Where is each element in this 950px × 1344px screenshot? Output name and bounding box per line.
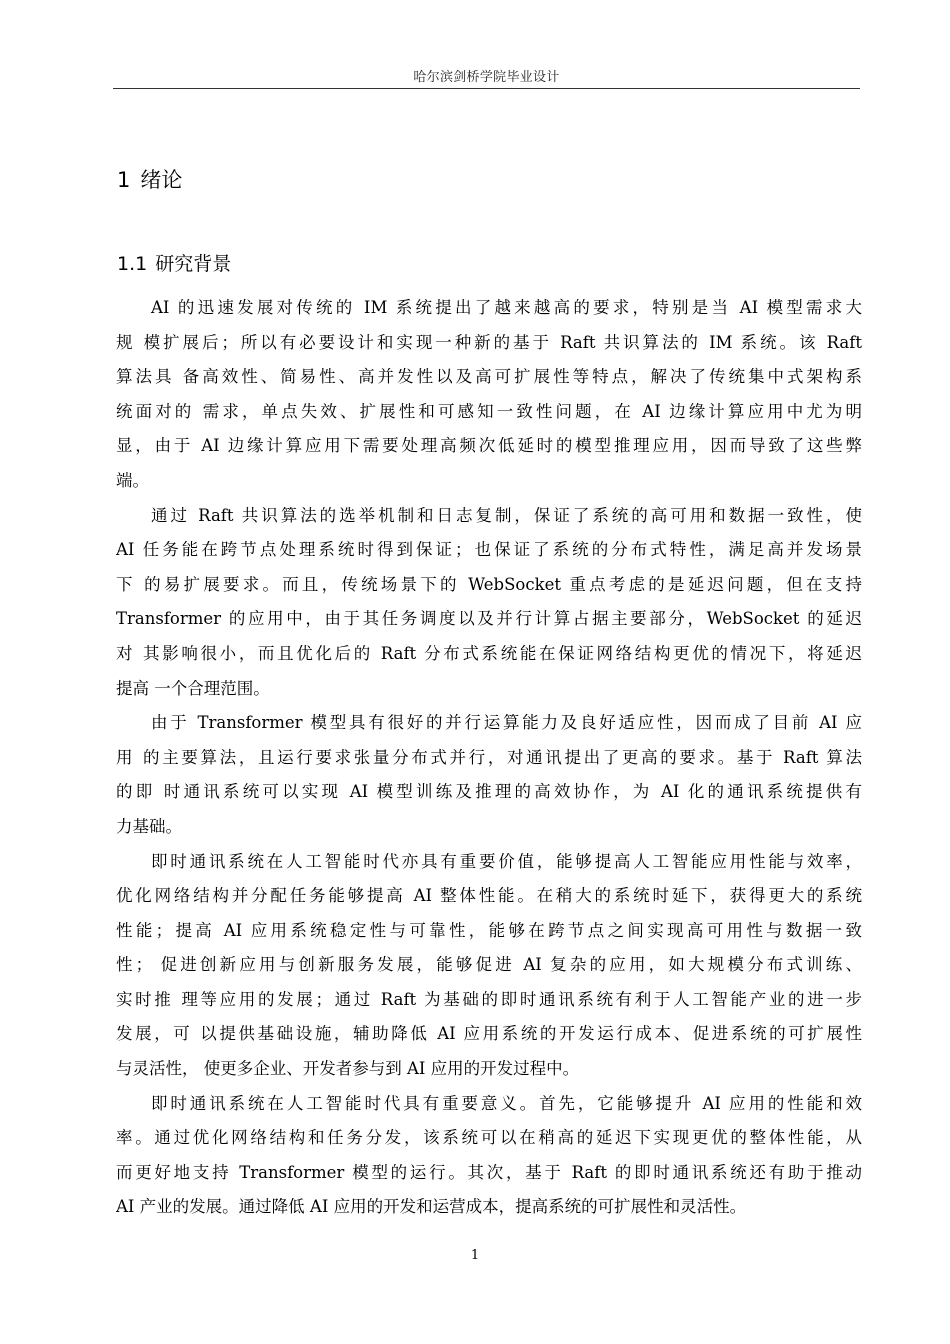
paragraph-line: 通过 Raft 共识算法的选举机制和日志复制，保证了系统的高可用和数据一致性，使: [151, 505, 862, 525]
paragraph-line: 对 其影响很小，而且优化后的 Raft 分布式系统能在保证网络结构更优的情况下，将延迟: [116, 643, 862, 663]
paragraph-line: AI 产业的发展。通过降低 AI 应用的开发和运营成本，提高系统的可扩展性和灵活性。: [116, 1197, 747, 1217]
paragraph-line: 即时通讯系统在人工智能时代亦具有重要价值，能够提高人工智能应用性能与效率，: [151, 851, 862, 871]
paragraph-line: 显，由于 AI 边缘计算应用下需要处理高频次低延时的模型推理应用，因而导致了这些弊: [116, 436, 862, 456]
page-number: 1: [470, 1248, 480, 1263]
paragraph-line: 规 模扩展后；所以有必要设计和实现一种新的基于 Raft 共识算法的 IM 系统。该 Raft: [116, 332, 862, 352]
running-header: 哈尔滨剑桥学院毕业设计: [413, 70, 560, 85]
paragraph-line: 由于 Transformer 模型具有很好的并行运算能力及良好适应性，因而成了目前 AI 应: [151, 713, 862, 733]
chapter-number: 1: [117, 168, 131, 192]
paragraph: [116, 845, 862, 1087]
paragraph-line: 下 的易扩展要求。而且，传统场景下的 WebSocket 重点考虑的是延迟问题，但在支持: [116, 574, 862, 594]
paragraph-line: 用 的主要算法，且运行要求张量分布式并行，对通讯提出了更高的要求。基于 Raft 算法: [116, 747, 862, 767]
paragraph-line: 的即 时通讯系统可以实现 AI 模型训练及推理的高效协作，为 AI 化的通讯系统提供有: [116, 782, 862, 802]
paragraph-line: 优化网络结构并分配任务能够提高 AI 整体性能。在稍大的系统时延下，获得更大的系统: [116, 886, 862, 906]
paragraph-line: 统面对的 需求，单点失效、扩展性和可感知一致性问题，在 AI 边缘计算应用中尤为明: [116, 401, 862, 421]
paragraph-line: Transformer 的应用中，由于其任务调度以及并行计算占据主要部分，WebSocket 的延迟: [116, 609, 862, 629]
paragraph-line: 而更好地支持 Transformer 模型的运行。其次，基于 Raft 的即时通讯系统还有助于推动: [116, 1162, 862, 1182]
chapter-heading: [117, 164, 182, 194]
paragraph-line: 实时推 理等应用的发展；通过 Raft 为基础的即时通讯系统有利于人工智能产业的进一步: [116, 989, 862, 1009]
paragraph-line: 性能；提高 AI 应用系统稳定性与可靠性，能够在跨节点之间实现高可用性与数据一致: [116, 920, 862, 940]
paragraph-line: 算法具 备高效性、简易性、高并发性以及高可扩展性等特点，解决了传统集中式架构系: [116, 367, 862, 387]
paragraph-line: 端。: [116, 470, 149, 490]
paragraph: [116, 499, 862, 707]
body-text: [116, 291, 862, 1225]
paragraph-line: 发展，可 以提供基础设施，辅助降低 AI 应用系统的开发运行成本、促进系统的可扩展性: [116, 1024, 862, 1044]
paragraph-line: AI 任务能在跨节点处理系统时得到保证；也保证了系统的分布式特性，满足高并发场景: [116, 540, 862, 560]
paragraph: [116, 291, 862, 499]
paragraph-line: AI 的迅速发展对传统的 IM 系统提出了越来越高的要求，特别是当 AI 模型需求大: [151, 298, 862, 317]
paragraph: [116, 706, 862, 844]
chapter-title: 绪论: [140, 168, 183, 192]
section-heading: [117, 249, 231, 276]
section-number: 1.1: [117, 253, 148, 275]
paragraph-line: 率。通过优化网络结构和任务分发，该系统可以在稍高的延迟下实现更优的整体性能，从: [116, 1128, 862, 1148]
section-title: 研究背景: [155, 253, 232, 275]
paragraph-line: 即时通讯系统在人工智能时代具有重要意义。首先，它能够提升 AI 应用的性能和效: [151, 1093, 862, 1113]
paragraph-line: 性； 促进创新应用与创新服务发展，能够促进 AI 复杂的应用，如大规模分布式训练、: [116, 955, 862, 975]
paragraph: [116, 1087, 862, 1225]
paragraph-line: 提高 一个合理范围。: [116, 678, 270, 698]
header-rule: [113, 88, 860, 89]
paragraph-line: 力基础。: [116, 816, 182, 836]
paragraph-line: 与灵活性， 使更多企业、开发者参与到 AI 应用的开发过程中。: [116, 1059, 580, 1079]
